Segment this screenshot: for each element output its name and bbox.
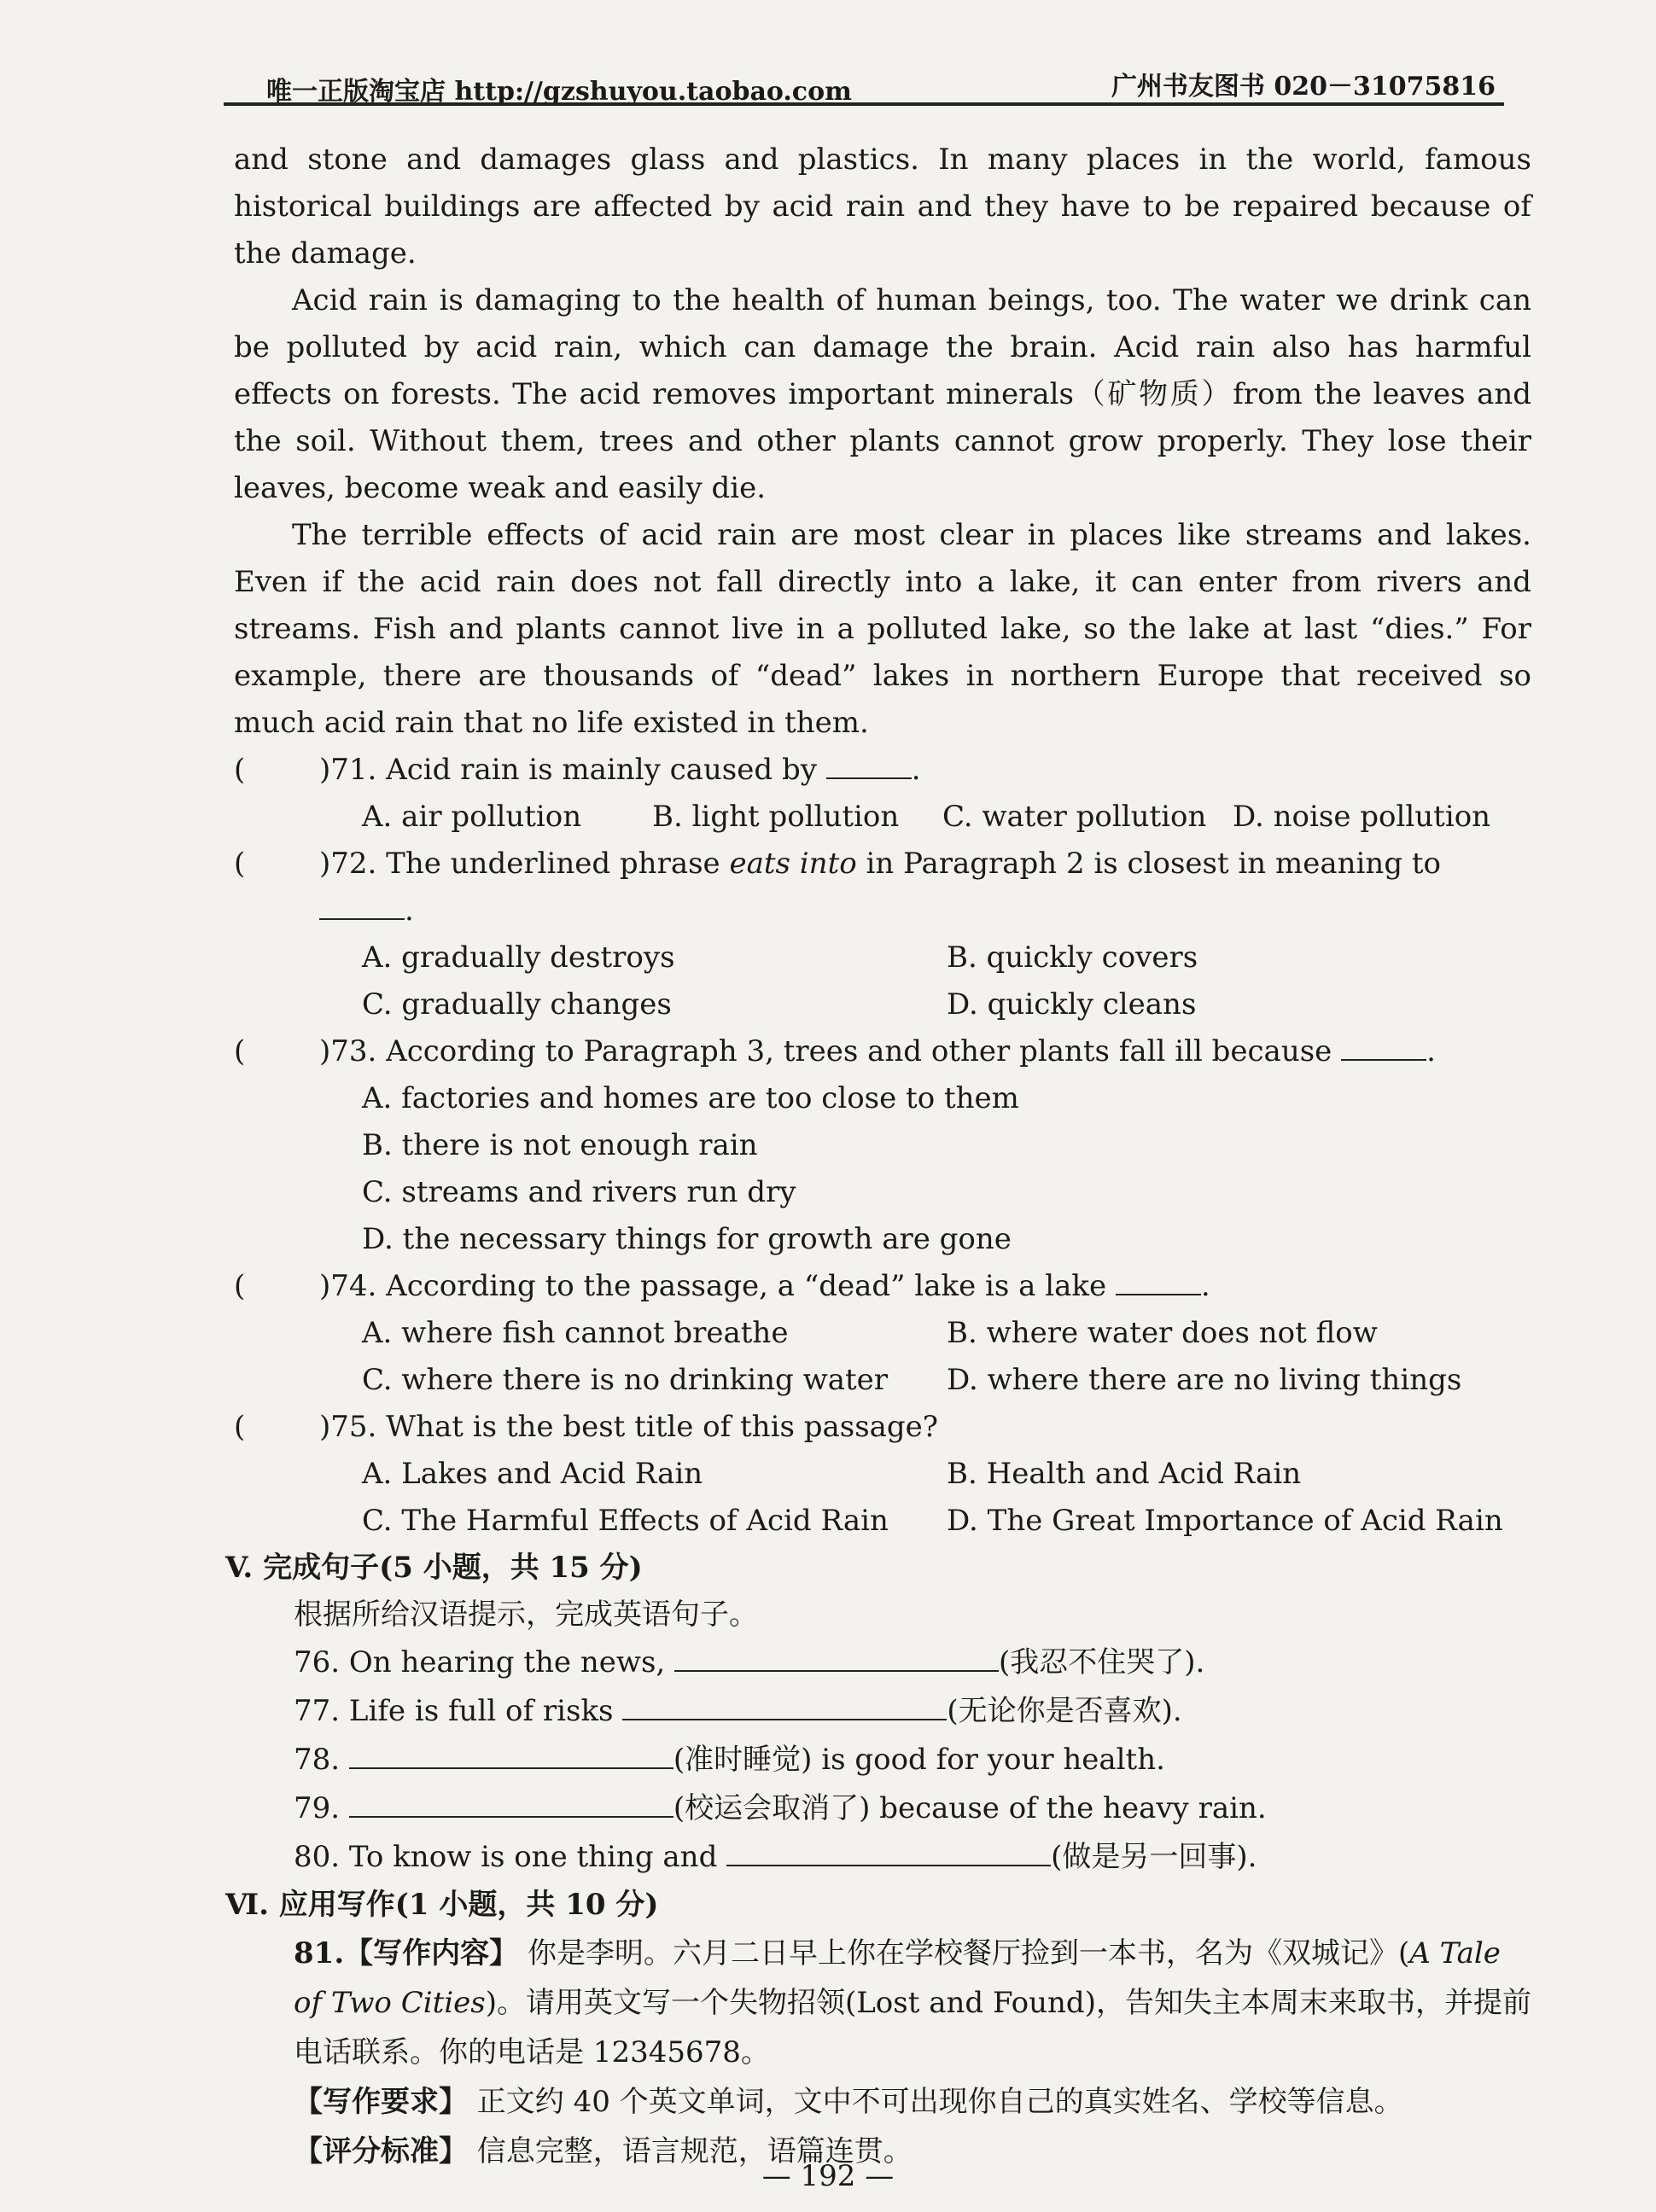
section-5-instruction: 根据所给汉语提示，完成英语句子。 — [294, 1598, 758, 1632]
option-d: D. quickly cleans — [947, 987, 1197, 1022]
option-d: D. noise pollution — [1233, 800, 1491, 834]
answer-blank[interactable] — [349, 1787, 673, 1818]
option-d: D. the necessary things for growth are gone — [362, 1222, 1012, 1256]
header-shop-info: 唯一正版淘宝店 http://gzshuyou.taobao.com — [266, 77, 852, 107]
answer-bracket[interactable]: ( — [234, 1269, 246, 1303]
question-75 — [234, 1404, 1531, 1545]
sentence-76: 76. On hearing the news, (我忍不住哭了). — [234, 1639, 1531, 1687]
page-number: — 192 — — [761, 2159, 895, 2193]
option-a: A. gradually destroys — [362, 940, 675, 975]
option-d: D. where there are no living things — [947, 1363, 1462, 1397]
section-6-heading: Ⅵ. 应用写作(1 小题，共 10 分) — [225, 1888, 659, 1922]
option-b: B. there is not enough rain — [362, 1128, 758, 1162]
question-stem: ( )71. Acid rain is mainly caused by . — [234, 747, 1531, 794]
passage-paragraph: and stone and damages glass and plastics. In many places in the world, famous historical buildings are affected by acid rain and they have to be repaired because of the damage. — [234, 143, 1531, 271]
header-publisher-info: 广州书友图书 020－31075816 — [1111, 72, 1496, 102]
option-a: A. factories and homes are too close to them — [362, 1081, 1019, 1115]
answer-bracket[interactable]: ( — [234, 847, 246, 881]
writing-requirements: 【写作要求】 正文约 40 个英文单词，文中不可出现你自己的真实姓名、学校等信息。 — [294, 2085, 1403, 2119]
answer-blank[interactable] — [622, 1690, 947, 1720]
scoring-criteria: 【评分标准】 信息完整，语言规范，语篇连贯。 — [294, 2134, 913, 2168]
writing-requirements-label: 【写作要求】 — [294, 2085, 468, 2119]
header-rule — [224, 102, 1504, 106]
question-73 — [234, 1028, 1531, 1263]
question-72 — [234, 841, 1531, 1028]
answer-blank — [1341, 1030, 1426, 1061]
writing-content-label: 81.【写作内容】 — [294, 1936, 519, 1970]
writing-task — [234, 1929, 1531, 2176]
question-74 — [234, 1263, 1531, 1404]
question-stem: ( )74. According to the passage, a “dead” lake is a lake . — [234, 1263, 1531, 1310]
question-71 — [234, 747, 1531, 841]
page-header — [224, 53, 1504, 107]
answer-bracket[interactable]: ( — [234, 1034, 246, 1068]
question-stem: ( )72. The underlined phrase eats into in Paragraph 2 is closest in meaning to . — [234, 841, 1531, 934]
page-content — [225, 137, 1531, 2176]
sentence-77: 77. Life is full of risks (无论你是否喜欢). — [234, 1687, 1531, 1736]
answer-blank — [826, 748, 912, 779]
option-b: B. Health and Acid Rain — [947, 1457, 1302, 1491]
answer-blank — [1116, 1265, 1201, 1295]
option-a: A. Lakes and Acid Rain — [362, 1457, 703, 1491]
passage-paragraph: The terrible effects of acid rain are most clear in places like streams and lakes. Even if the acid rain does not fall directly into a lake, it can enter from rivers and streams. Fish and plants cannot live in a polluted lake, so the lake at last “dies.” For example, there are thousands of “dead” lakes in northern Europe that received so much acid rain that no life existed in them. — [234, 518, 1531, 740]
question-stem: ( )75. What is the best title of this passage? — [234, 1404, 1531, 1451]
answer-blank[interactable] — [349, 1738, 673, 1769]
scoring-criteria-label: 【评分标准】 — [294, 2134, 468, 2168]
option-d: D. The Great Importance of Acid Rain — [947, 1504, 1503, 1538]
sentence-78: 78. (准时睡觉) is good for your health. — [234, 1736, 1531, 1784]
answer-bracket[interactable]: ( — [234, 1410, 246, 1444]
sentence-79: 79. (校运会取消了) because of the heavy rain. — [234, 1784, 1531, 1833]
writing-content: 81.【写作内容】 你是李明。六月二日早上你在学校餐厅捡到一本书，名为《双城记》(A Tale of Two Cities)。请用英文写一个失物招领(Lost and Found)，告知失主本周末来取书，并提前电话联系。你的电话是 12345678。 — [294, 1936, 1531, 2069]
option-c: C. streams and rivers run dry — [362, 1175, 796, 1209]
option-b: B. where water does not flow — [947, 1316, 1378, 1350]
passage-paragraph: Acid rain is damaging to the health of human beings, too. The water we drink can be polluted by acid rain, which can damage the brain. Acid rain also has harmful effects on forests. The acid removes important minerals（矿物质）from the leaves and the soil. Without them, trees and other plants cannot grow properly. They lose their leaves, become weak and easily die. — [234, 283, 1531, 505]
answer-blank[interactable] — [674, 1641, 999, 1672]
option-a: A. where fish cannot breathe — [362, 1316, 789, 1350]
option-c: C. water pollution — [942, 800, 1207, 834]
option-c: C. The Harmful Effects of Acid Rain — [362, 1504, 889, 1538]
option-c: C. where there is no drinking water — [362, 1363, 889, 1397]
underlined-phrase: eats into — [729, 847, 857, 881]
answer-blank — [319, 889, 405, 920]
section-5-heading: V. 完成句子(5 小题，共 15 分) — [225, 1551, 643, 1585]
option-b: B. quickly covers — [947, 940, 1198, 975]
sentence-80: 80. To know is one thing and (做是另一回事). — [234, 1833, 1531, 1882]
option-a: A. air pollution — [362, 800, 582, 834]
option-b: B. light pollution — [652, 800, 900, 834]
answer-bracket[interactable]: ( — [234, 753, 246, 787]
option-c: C. gradually changes — [362, 987, 672, 1022]
question-stem: ( )73. According to Paragraph 3, trees and other plants fall ill because . — [234, 1028, 1531, 1075]
book-title: A Tale of Two Cities — [294, 1936, 1501, 2020]
answer-blank[interactable] — [726, 1836, 1051, 1866]
